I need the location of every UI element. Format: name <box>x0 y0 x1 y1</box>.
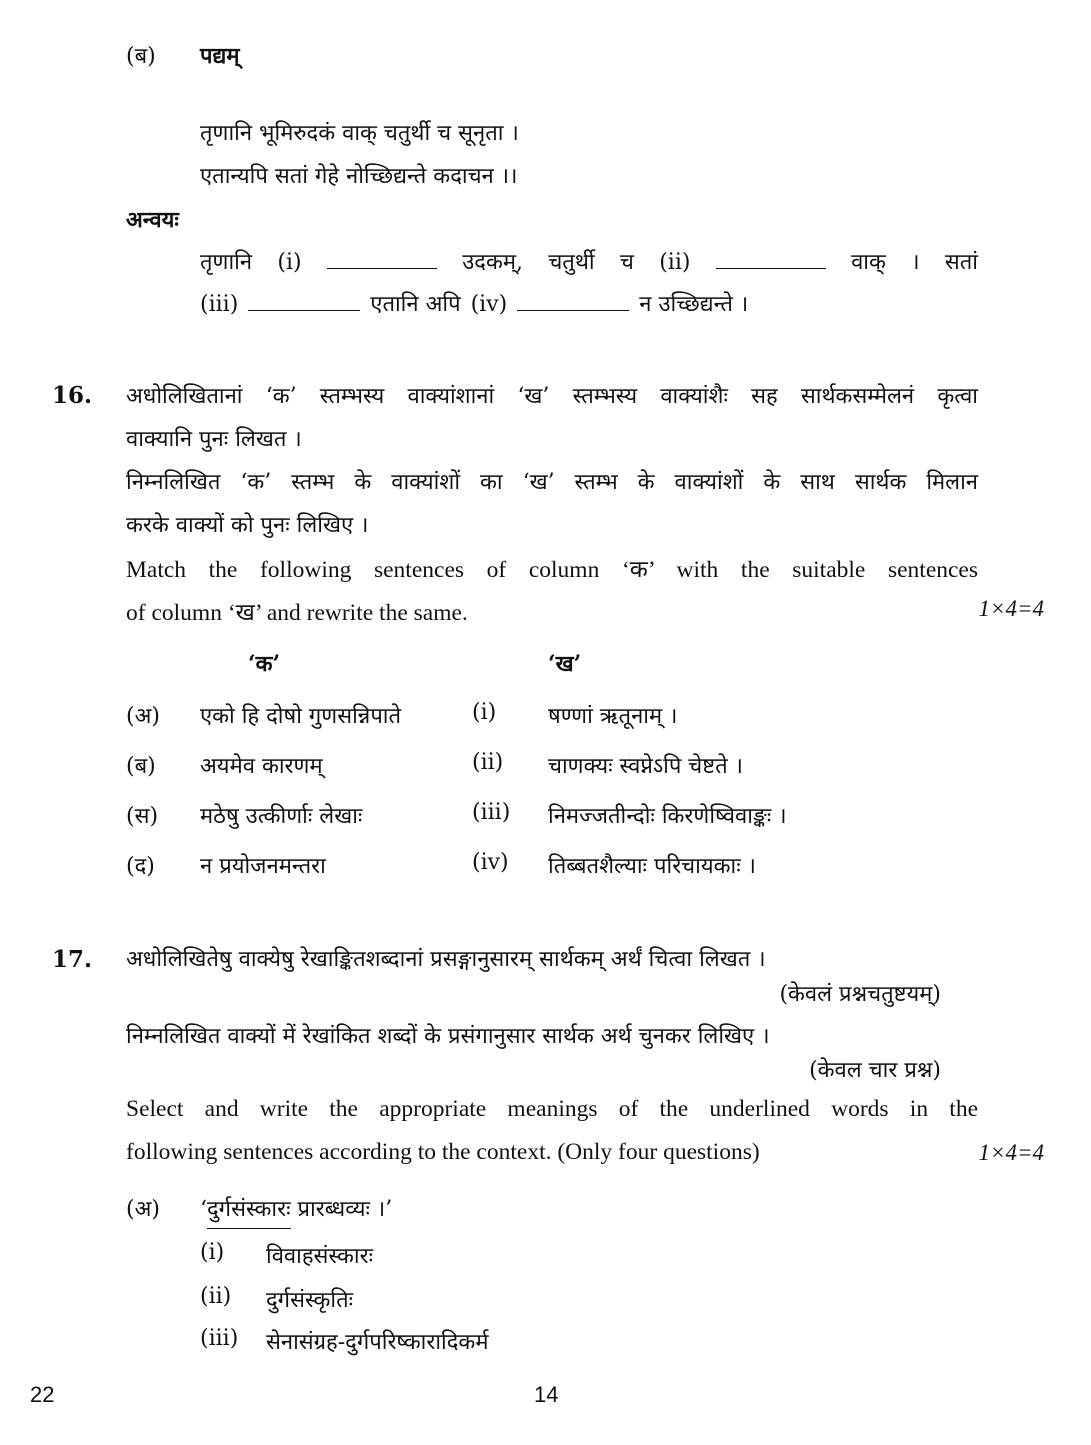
option-number: (ii) <box>200 1284 232 1309</box>
answer-blank <box>248 309 360 311</box>
anvaya_row1-token: उदकम्, <box>462 250 523 275</box>
q17-sanskrit-line: अधोलिखितेषु वाक्येषु रेखाङ्कितशब्दानां प्रसङ्गानुसारम् सार्थकम् अर्थं चित्वा लिखत । <box>126 947 766 972</box>
anvaya_row1-token: (ii) <box>659 250 691 275</box>
anvaya_row1-token: चतुर्थी <box>548 250 595 275</box>
anvaya_row2-token: (iii) <box>200 292 239 317</box>
match-row-number: (ii) <box>472 750 504 775</box>
match-row-number: (i) <box>472 700 497 725</box>
q17-sanskrit-note: (केवलं प्रश्नचतुष्टयम्) <box>779 982 941 1007</box>
q16-hindi-line-2: करके वाक्यों को पुनः लिखिए । <box>126 513 369 538</box>
column-ka-header: ‘क’ <box>248 651 281 677</box>
option-text: सेनासंग्रह-दुर्गपरिष्कारादिकर्म <box>266 1330 489 1355</box>
question-number-17: 17. <box>52 946 93 973</box>
match-row-label: (ब) <box>126 754 156 779</box>
match-col-ka: अयमेव कारणम् <box>200 754 323 779</box>
match-row-number: (iv) <box>472 850 509 875</box>
anvaya_row2-token: (iv) <box>470 292 508 317</box>
match-col-kha: निमज्जतीन्दोः किरणेष्विवाङ्कः । <box>548 804 787 829</box>
match-row-label: (अ) <box>126 704 160 729</box>
q16-marks: 1×4=4 <box>978 596 1044 621</box>
match-col-kha: तिब्बतशैल्याः परिचायकाः । <box>548 854 756 879</box>
q17-part-a-label: (अ) <box>126 1197 160 1222</box>
q17-english-line-1: Select and write the appropriate meanings of the underlined words in the <box>126 1096 978 1122</box>
match-col-kha: षण्णां ऋतूनाम् । <box>548 704 678 729</box>
match-row-number: (iii) <box>472 800 511 825</box>
option-number: (i) <box>200 1240 225 1265</box>
q16-hindi-line-1: निम्नलिखित ‘क’ स्तम्भ के वाक्यांशों का ‘ख’ स्तम्भ के वाक्यांशों के साथ सार्थक मिलान <box>126 470 978 495</box>
answer-blank <box>327 267 437 269</box>
quote-open: ‘ <box>200 1197 207 1222</box>
page-number: 14 <box>534 1382 559 1407</box>
q16-sanskrit-line-1: अधोलिखितानां ‘क’ स्तम्भस्य वाक्यांशानां ‘ख’ स्तम्भस्य वाक्यांशैः सह सार्थकसम्मेलनं कृत्वा <box>126 384 978 409</box>
option-text: विवाहसंस्कारः <box>266 1244 374 1269</box>
column-kha-header: ‘ख’ <box>548 651 582 677</box>
q17-marks: 1×4=4 <box>978 1140 1044 1165</box>
match-col-ka: न प्रयोजनमन्तरा <box>200 854 326 879</box>
match-col-kha: चाणक्यः स्वप्नेऽपि चेष्टते । <box>548 754 744 779</box>
verse-line-2: एतान्यपि सतां गेहे नोच्छिद्यन्ते कदाचन ।। <box>200 164 518 189</box>
section-b-label: (ब) <box>126 44 156 69</box>
anvaya_row1-token: तृणानि <box>200 250 253 275</box>
q17-english-line-2: following sentences according to the context. (Only four questions) <box>126 1139 760 1165</box>
answer-blank <box>517 309 629 311</box>
underlined-word: दुर्गसंस्कारः <box>207 1197 291 1229</box>
anvaya-label: अन्वयः <box>126 207 179 233</box>
question-number-16: 16. <box>52 382 93 409</box>
match-col-ka: एको हि दोषो गुणसन्निपाते <box>200 704 402 729</box>
anvaya-row-2 <box>200 288 748 318</box>
option-number: (iii) <box>200 1326 239 1351</box>
anvaya_row2-token: एतानि अपि <box>370 292 461 317</box>
section-b-heading: पद्यम् <box>200 43 240 69</box>
anvaya_row1-token: । <box>911 250 920 275</box>
q16-english-line-2: of column ‘ख’ and rewrite the same. <box>126 600 468 626</box>
answer-blank <box>716 267 826 269</box>
option-text: दुर्गसंस्कृतिः <box>266 1288 354 1313</box>
q17-part-a-sentence <box>200 1193 392 1223</box>
q16-sanskrit-line-2: वाक्यानि पुनः लिखत । <box>126 427 302 452</box>
anvaya_row1-token: सतां <box>944 250 978 275</box>
anvaya_row1-token: (i) <box>277 250 302 275</box>
anvaya_row1-token: वाक् <box>851 250 886 275</box>
q17-hindi-note: (केवल चार प्रश्न) <box>809 1058 941 1083</box>
q16-english-line-1: Match the following sentences of column ‘क’ with the suitable sentences <box>126 557 978 583</box>
anvaya-row-1 <box>200 246 978 276</box>
match-row-label: (स) <box>126 804 159 829</box>
verse-line-1: तृणानि भूमिरुदकं वाक् चतुर्थी च सूनृता । <box>200 121 519 146</box>
sentence-rest: प्रारब्धव्यः ।’ <box>290 1197 393 1222</box>
match-row-label: (द) <box>126 854 155 879</box>
anvaya_row1-token: च <box>619 250 634 275</box>
q17-hindi-line: निम्नलिखित वाक्यों में रेखांकित शब्दों के प्रसंगानुसार सार्थक अर्थ चुनकर लिखिए । <box>126 1024 770 1049</box>
page-code: 22 <box>30 1382 55 1407</box>
anvaya_row2-token: न उच्छिद्यन्ते । <box>639 292 749 317</box>
match-col-ka: मठेषु उत्कीर्णाः लेखाः <box>200 804 363 829</box>
